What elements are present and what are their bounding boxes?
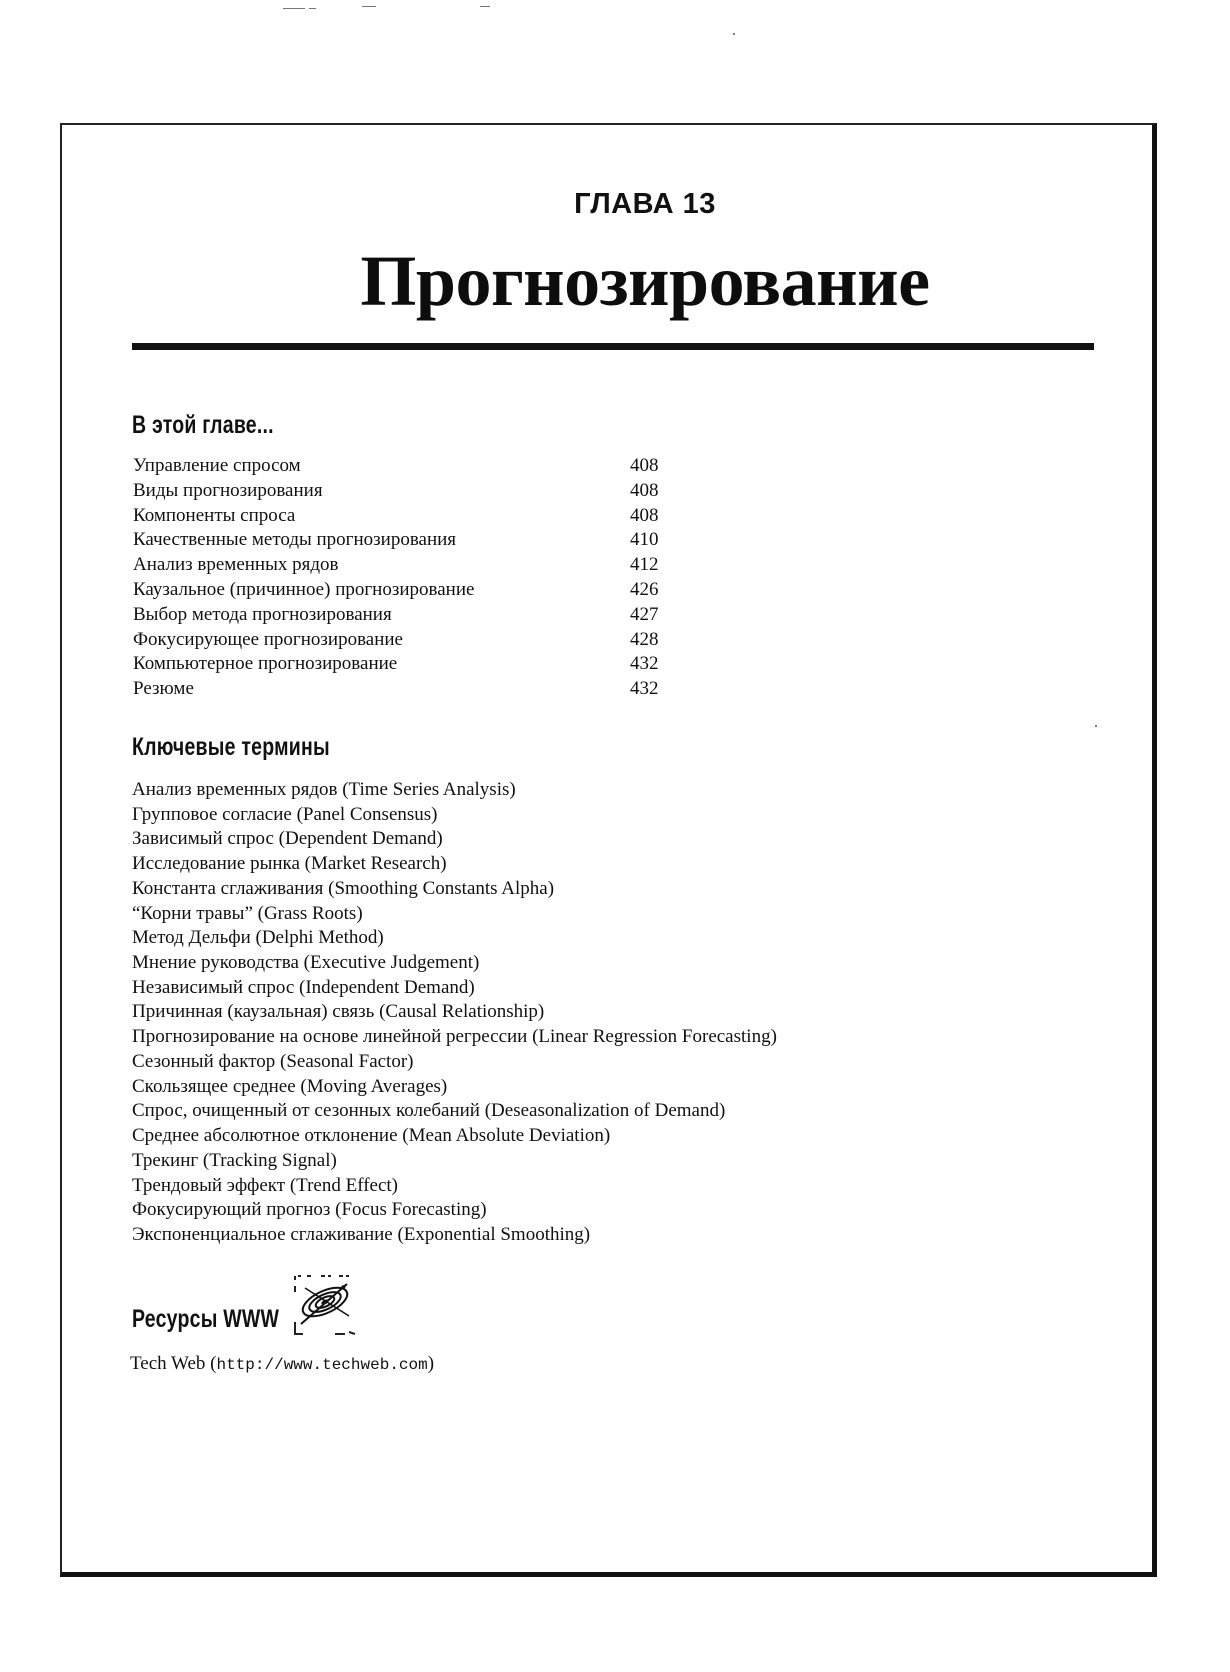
toc-item bbox=[133, 528, 673, 553]
toc-item-page: 428 bbox=[630, 628, 659, 650]
title-rule bbox=[132, 343, 1094, 350]
key-term-item: Сезонный фактор (Seasonal Factor) bbox=[132, 1050, 414, 1072]
in-this-chapter-heading: В этой главе... bbox=[132, 411, 274, 439]
scan-artifact bbox=[733, 33, 735, 35]
key-term-item: Исследование рынка (Market Research) bbox=[132, 853, 447, 875]
toc-item-page: 432 bbox=[630, 678, 659, 700]
toc-item-page: 432 bbox=[630, 653, 659, 675]
key-term-item: Скользящее среднее (Moving Averages) bbox=[132, 1075, 448, 1097]
scan-artifact bbox=[283, 8, 305, 9]
scan-artifact bbox=[309, 8, 316, 9]
key-term-item: Прогнозирование на основе линейной регрессии (Linear Regression Forecasting) bbox=[132, 1026, 777, 1048]
key-term-item: Причинная (каузальная) связь (Causal Relationship) bbox=[132, 1001, 545, 1023]
key-terms-heading: Ключевые термины bbox=[132, 733, 330, 761]
toc-item bbox=[133, 454, 673, 479]
key-term-item: Фокусирующий прогноз (Focus Forecasting) bbox=[132, 1199, 487, 1221]
key-term-item: Спрос, очищенный от сезонных колебаний (Deseasonalization of Demand) bbox=[132, 1100, 726, 1122]
chapter-title: Прогнозирование bbox=[360, 241, 930, 321]
toc-item-page: 426 bbox=[630, 578, 659, 600]
key-term-item: Среднее абсолютное отклонение (Mean Absolute Deviation) bbox=[132, 1125, 611, 1147]
toc-item bbox=[133, 504, 673, 529]
toc-item-title: Резюме bbox=[133, 678, 194, 700]
toc-item bbox=[133, 479, 673, 504]
toc-item-page: 410 bbox=[630, 529, 659, 551]
key-term-item: Независимый спрос (Independent Demand) bbox=[132, 976, 475, 998]
resources-heading: Ресурсы WWW bbox=[132, 1305, 280, 1333]
toc-item-title: Выбор метода прогнозирования bbox=[133, 603, 392, 625]
toc-item bbox=[133, 578, 673, 603]
key-term-item: Трендовый эффект (Trend Effect) bbox=[132, 1174, 398, 1196]
toc-item-page: 408 bbox=[630, 455, 659, 476]
resource-link-name: Tech Web bbox=[130, 1353, 206, 1374]
resource-link-url: http://www.techweb.com bbox=[216, 1356, 428, 1374]
toc-item-page: 412 bbox=[630, 554, 659, 576]
key-term-item: Зависимый спрос (Dependent Demand) bbox=[132, 828, 443, 850]
toc-item-title: Компьютерное прогнозирование bbox=[133, 653, 398, 675]
resource-link: Tech Web (http://www.techweb.com) bbox=[130, 1353, 435, 1374]
key-term-item: Анализ временных рядов (Time Series Analysis) bbox=[132, 779, 516, 800]
scan-artifact bbox=[362, 6, 376, 7]
key-term-item: Групповое согласие (Panel Consensus) bbox=[132, 803, 438, 825]
toc-item bbox=[133, 677, 673, 702]
key-term-item: Трекинг (Tracking Signal) bbox=[132, 1149, 337, 1171]
key-term-item: Экспоненциальное сглаживание (Exponential Smoothing) bbox=[132, 1223, 591, 1245]
key-term-item: “Корни травы” (Grass Roots) bbox=[132, 902, 363, 924]
toc-item-page: 408 bbox=[630, 504, 659, 526]
toc-item-title: Управление спросом bbox=[133, 455, 301, 476]
toc-item bbox=[133, 628, 673, 653]
key-terms-list bbox=[132, 778, 777, 1248]
toc-item bbox=[133, 652, 673, 677]
toc-item-title: Виды прогнозирования bbox=[133, 479, 323, 501]
chapter-contents-list bbox=[133, 454, 673, 702]
key-term-item: Мнение руководства (Executive Judgement) bbox=[132, 952, 480, 974]
toc-item-title: Фокусирующее прогнозирование bbox=[133, 628, 403, 650]
toc-item bbox=[133, 553, 673, 578]
scan-artifact bbox=[480, 6, 490, 7]
toc-item-page: 408 bbox=[630, 479, 659, 501]
toc-item-title: Каузальное (причинное) прогнозирование bbox=[133, 578, 475, 600]
toc-item bbox=[133, 603, 673, 628]
toc-item-title: Анализ временных рядов bbox=[133, 554, 339, 576]
www-target-icon bbox=[291, 1272, 359, 1340]
key-term-item: Константа сглаживания (Smoothing Constants Alpha) bbox=[132, 877, 555, 899]
toc-item-title: Качественные методы прогнозирования bbox=[133, 529, 457, 551]
key-term-item: Метод Дельфи (Delphi Method) bbox=[132, 927, 384, 949]
toc-item-page: 427 bbox=[630, 603, 659, 625]
toc-item-title: Компоненты спроса bbox=[133, 504, 296, 526]
chapter-label: ГЛАВА 13 bbox=[574, 188, 716, 220]
